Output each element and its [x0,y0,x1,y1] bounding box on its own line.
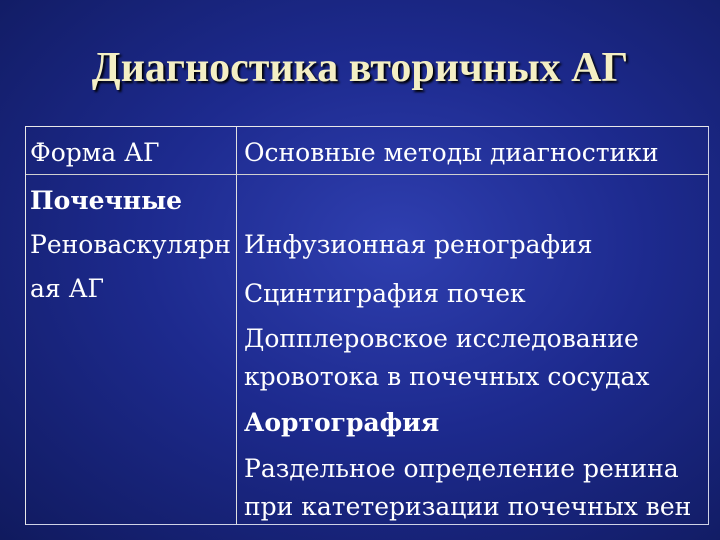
diagnostics-table [25,126,709,525]
method-kidney-scintigraphy: Сцинтиграфия почек [244,279,526,308]
form-renovascular-line1: Реноваскулярн [30,230,231,259]
column-divider [236,127,237,524]
method-renin-line2: при катетеризации почечных вен [244,492,692,521]
form-renovascular-line2: ая АГ [30,274,105,303]
header-methods: Основные методы диагностики [244,138,659,167]
method-aortography: Аортография [244,408,440,437]
category-renal: Почечные [30,186,183,215]
header-form: Форма АГ [30,138,160,167]
slide-title: Диагностика вторичных АГ [91,45,629,91]
method-infusion-renography: Инфузионная ренография [244,230,593,259]
method-doppler-line1: Допплеровское исследование [244,324,639,353]
method-renin-line1: Раздельное определение ренина [244,454,679,483]
method-doppler-line2: кровотока в почечных сосудах [244,362,650,391]
